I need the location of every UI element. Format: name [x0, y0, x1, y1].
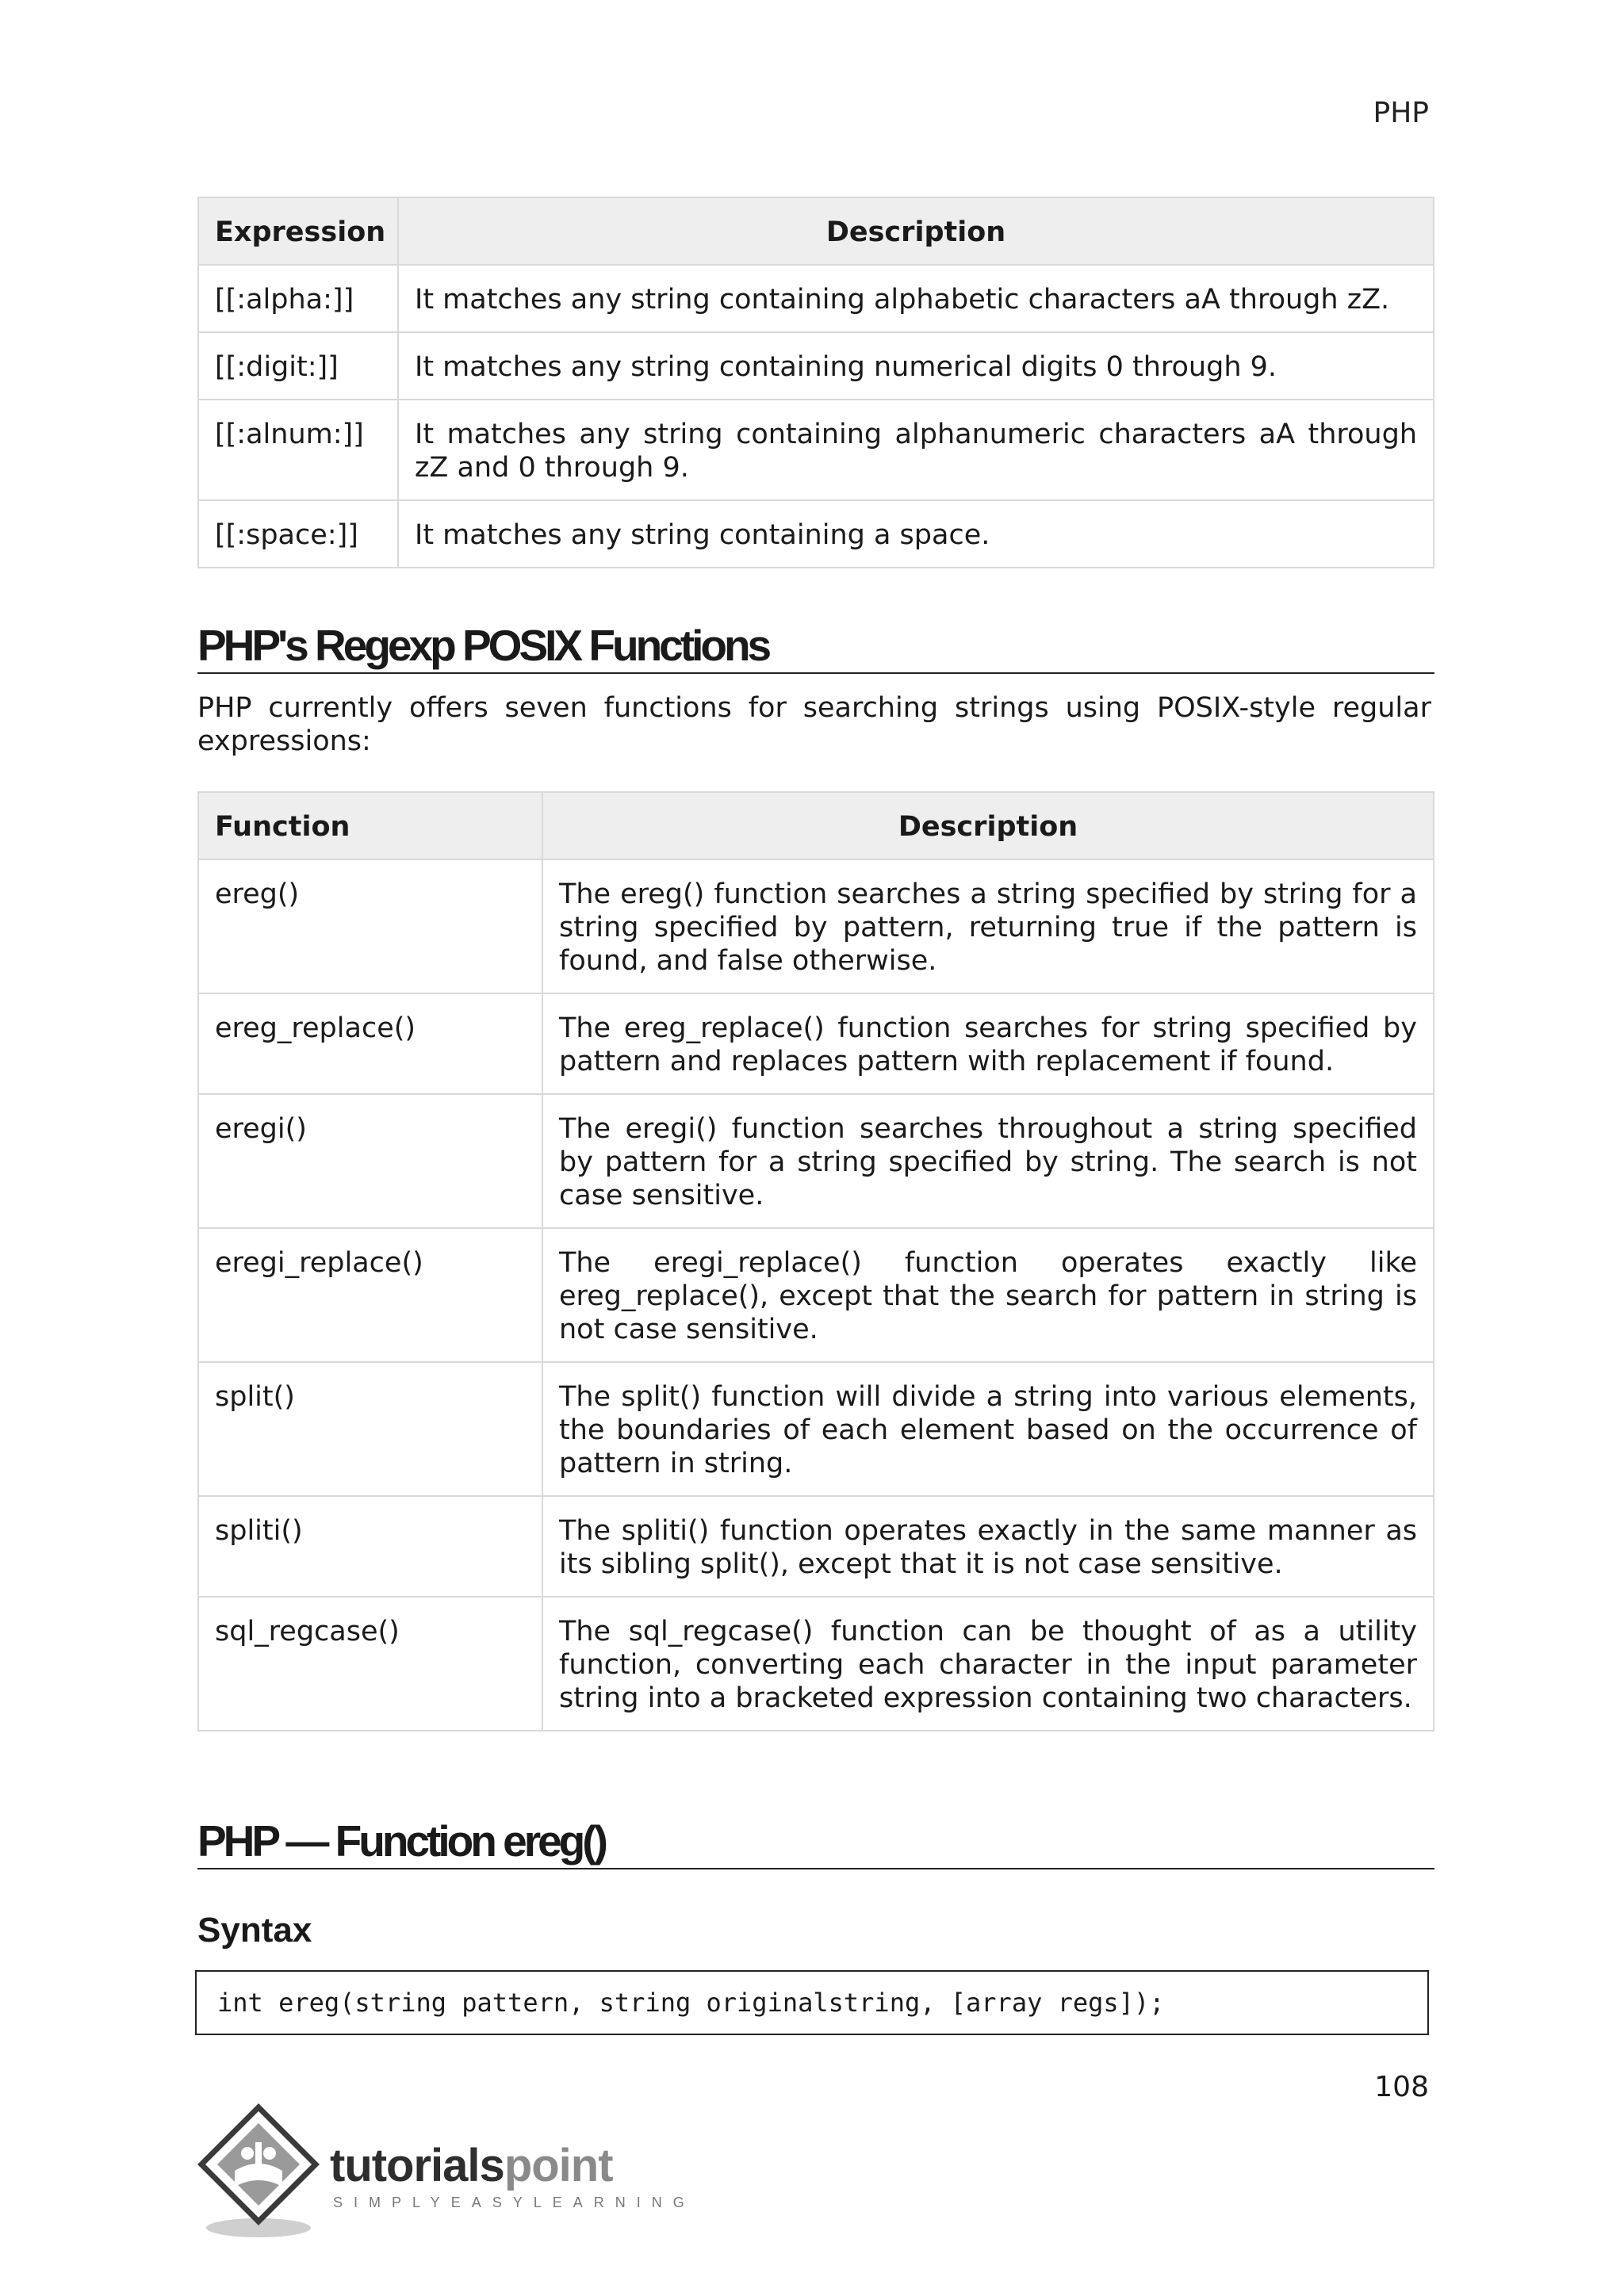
table-row: [198, 265, 1434, 332]
syntax-heading: Syntax: [197, 1911, 312, 1950]
description-cell: It matches any string containing a space.: [398, 500, 1434, 568]
function-cell: split(): [198, 1362, 542, 1496]
section-heading-function-ereg: PHP — Function ereg(): [197, 1816, 1434, 1869]
function-cell: sql_regcase(): [198, 1597, 542, 1731]
description-cell: The sql_regcase() function can be thought of as a utility function, converting each character in the input parameter string into a bracketed expression containing two characters.: [542, 1597, 1434, 1731]
table-row: [198, 332, 1434, 400]
table-row: [198, 1094, 1434, 1228]
logo-word-light: point: [504, 2140, 613, 2191]
table-header-row: [198, 197, 1434, 265]
running-header: PHP: [1373, 97, 1429, 129]
logo-word-dark: tutorials: [330, 2140, 504, 2191]
description-cell: The spliti() function operates exactly in the same manner as its sibling split(), except that it is not case sensitive.: [542, 1496, 1434, 1597]
description-cell: The eregi() function searches throughout a string specified by pattern for a string specified by string. The search is not case sensitive.: [542, 1094, 1434, 1228]
table-row: [198, 1597, 1434, 1731]
column-header-description: Description: [398, 197, 1434, 265]
expression-cell: [[:digit:]]: [198, 332, 398, 400]
intro-paragraph: PHP currently offers seven functions for searching strings using POSIX-style regular expressions:: [197, 692, 1431, 757]
section-heading-posix-functions: PHP's Regexp POSIX Functions: [197, 620, 1434, 674]
table-row: [198, 500, 1434, 568]
description-cell: It matches any string containing alphabetic characters aA through zZ.: [398, 265, 1434, 332]
posix-class-table: [197, 197, 1434, 568]
posix-function-table: [197, 791, 1434, 1732]
function-cell: ereg_replace(): [198, 993, 542, 1094]
description-cell: The ereg() function searches a string specified by string for a string specified by pattern, returning true if the pattern is found, and false otherwise.: [542, 859, 1434, 993]
table-row: [198, 993, 1434, 1094]
syntax-code-block: int ereg(string pattern, string originalstring, [array regs]);: [195, 1970, 1429, 2035]
table-row: [198, 400, 1434, 500]
expression-cell: [[:space:]]: [198, 500, 398, 568]
description-cell: The ereg_replace() function searches for string specified by pattern and replaces pattern with replacement if found.: [542, 993, 1434, 1094]
expression-cell: [[:alnum:]]: [198, 400, 398, 500]
expression-cell: [[:alpha:]]: [198, 265, 398, 332]
logo-emblem-icon: [195, 2101, 330, 2244]
description-cell: The eregi_replace() function operates exactly like ereg_replace(), except that the search for pattern in string is not case sensitive.: [542, 1228, 1434, 1362]
table-header-row: [198, 792, 1434, 859]
column-header-expression: Expression: [198, 197, 398, 265]
description-cell: The split() function will divide a string into various elements, the boundaries of each element based on the occurrence of pattern in string.: [542, 1362, 1434, 1496]
logo-tagline: SIMPLYEASYLEARNING: [333, 2195, 695, 2210]
function-cell: eregi_replace(): [198, 1228, 542, 1362]
page-number: 108: [1374, 2071, 1429, 2103]
table-row: [198, 1362, 1434, 1496]
description-cell: It matches any string containing numerical digits 0 through 9.: [398, 332, 1434, 400]
function-cell: ereg(): [198, 859, 542, 993]
column-header-function: Function: [198, 792, 542, 859]
description-cell: It matches any string containing alphanumeric characters aA through zZ and 0 through 9.: [398, 400, 1434, 500]
column-header-description: Description: [542, 792, 1434, 859]
logo-wordmark: [330, 2139, 613, 2192]
table-row: [198, 1496, 1434, 1597]
function-cell: eregi(): [198, 1094, 542, 1228]
function-cell: spliti(): [198, 1496, 542, 1597]
table-row: [198, 859, 1434, 993]
table-row: [198, 1228, 1434, 1362]
tutorialspoint-logo: [195, 2101, 695, 2244]
